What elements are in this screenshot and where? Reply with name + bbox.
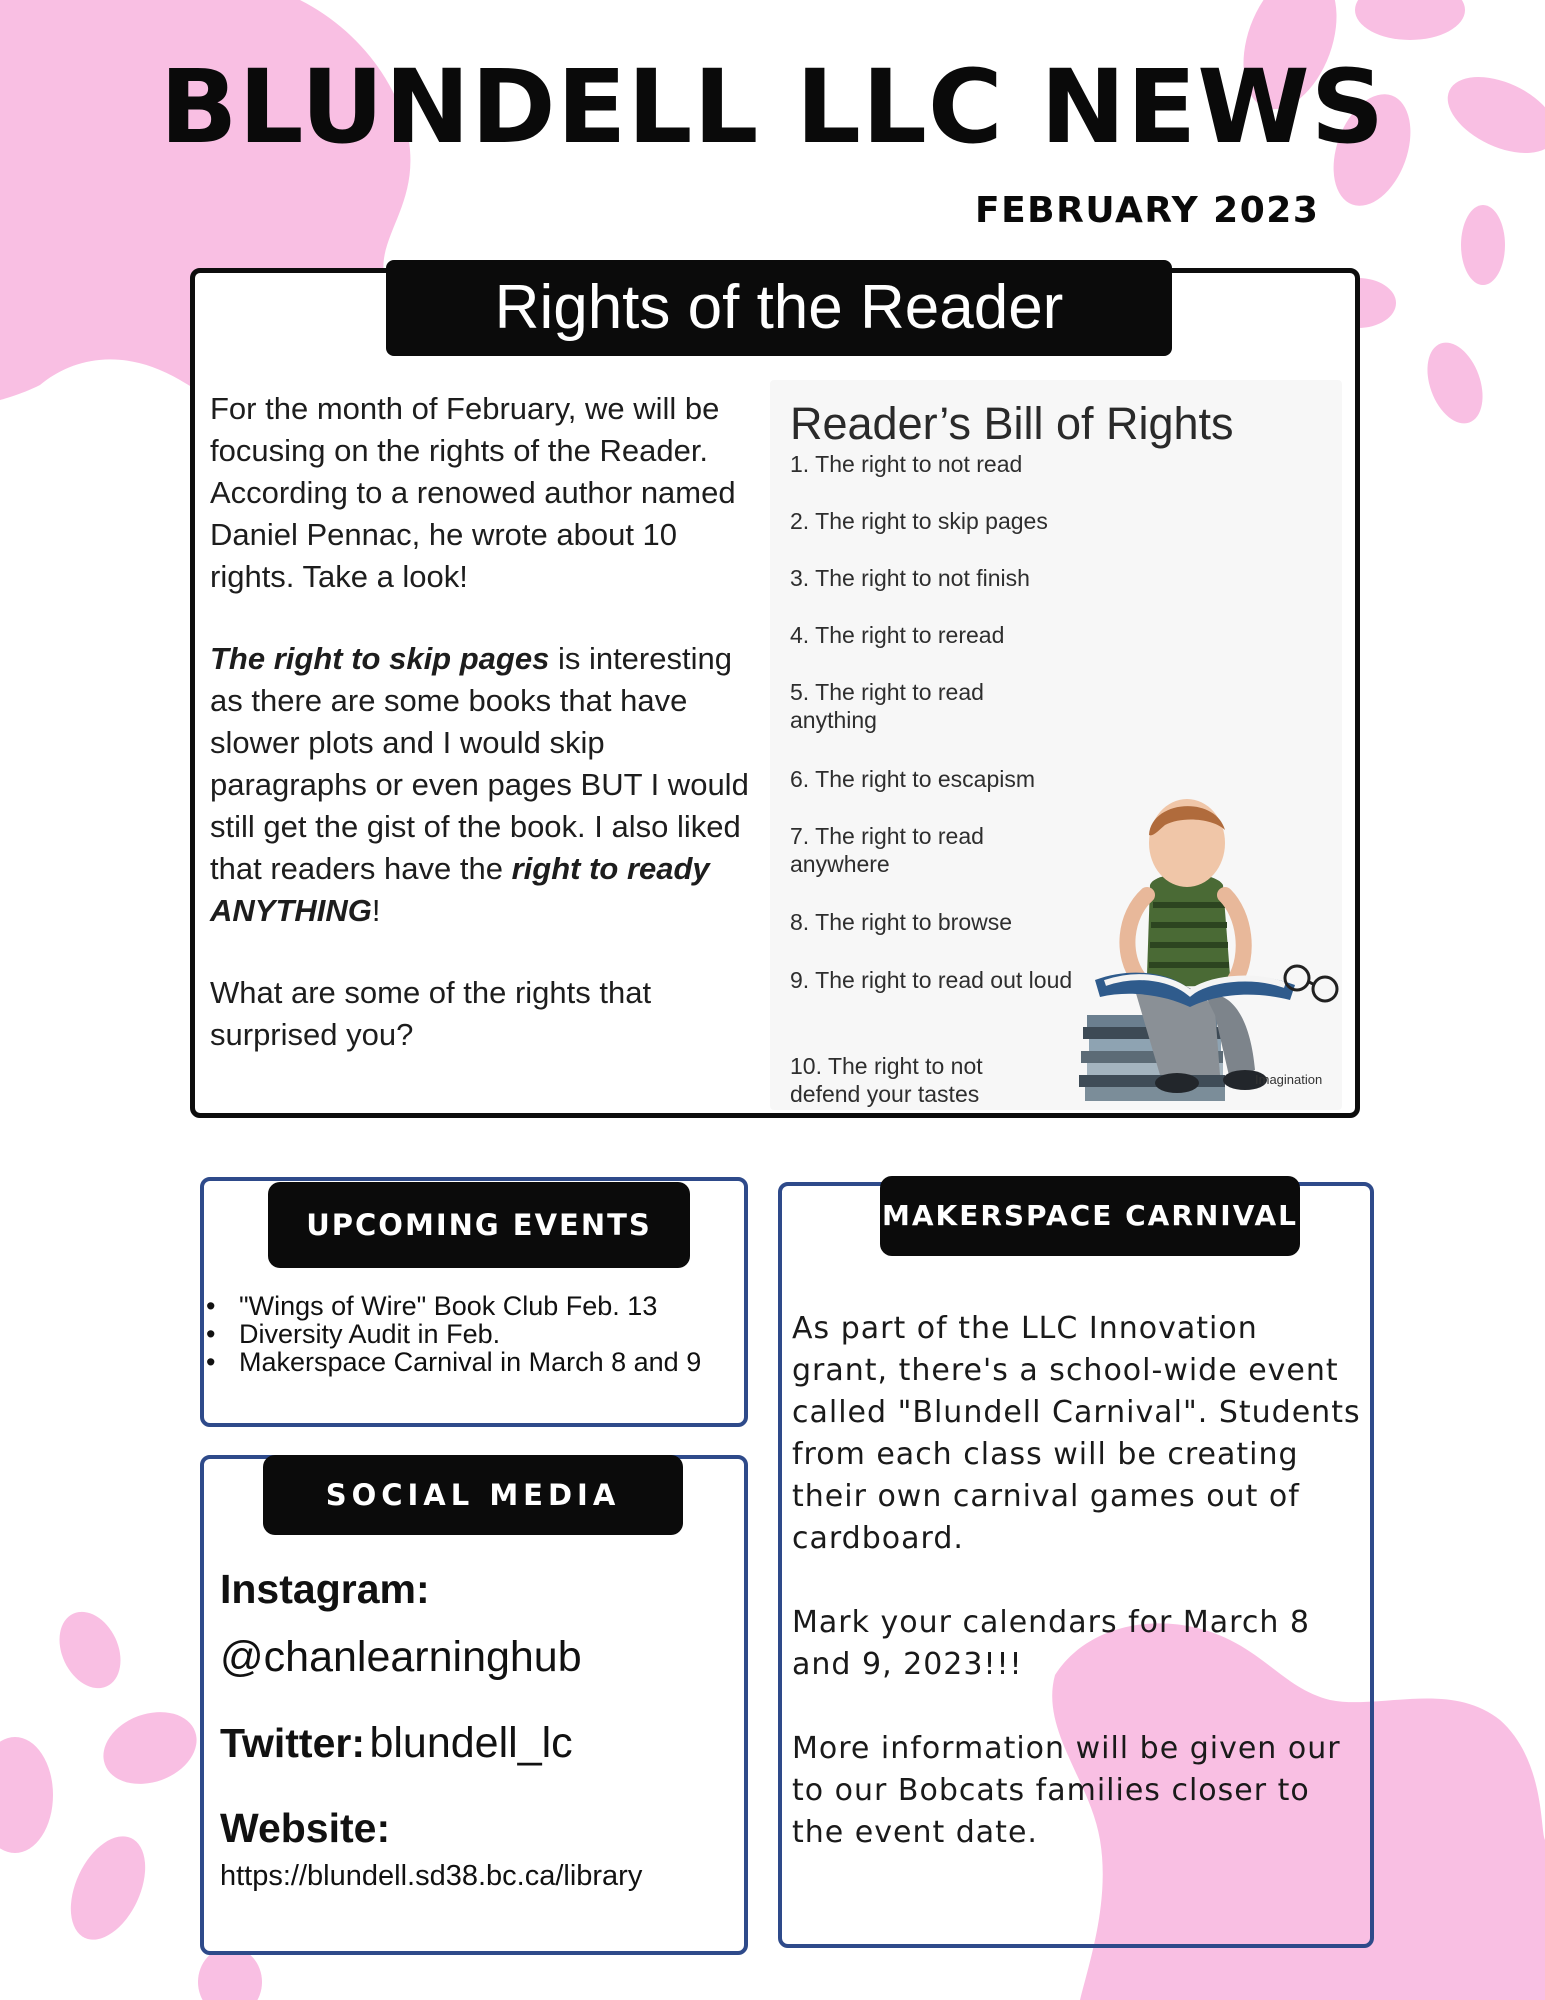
bill-of-rights-title: Reader’s Bill of Rights bbox=[790, 398, 1234, 449]
bill-item: 5. The right to read anything bbox=[790, 679, 984, 733]
bill-item: 2. The right to skip pages bbox=[790, 508, 1048, 534]
imagination-logo: Imagination bbox=[1255, 1072, 1323, 1087]
rights-section-text bbox=[210, 388, 750, 1096]
rights-intro-paragraph: For the month of February, we will be focusing on the rights of the Reader. According to a renowed author named Daniel Pennac, he wrote about 10 rights. Take a look! bbox=[210, 391, 736, 594]
upcoming-events-header: UPCOMING EVENTS bbox=[268, 1182, 690, 1268]
newsletter-title: BLUNDELL LLC NEWS bbox=[159, 48, 1386, 167]
website-link[interactable]: https://blundell.sd38.bc.ca/library bbox=[220, 1860, 643, 1892]
instagram-handle[interactable]: @chanlearninghub bbox=[220, 1633, 582, 1681]
bill-item: 6. The right to escapism bbox=[790, 766, 1036, 792]
instagram-label: Instagram: bbox=[220, 1566, 430, 1612]
event-item: • "Wings of Wire" Book Club Feb. 13 bbox=[206, 1292, 746, 1320]
rights-question-paragraph: What are some of the rights that surprised you? bbox=[210, 975, 652, 1052]
upcoming-events-list bbox=[206, 1292, 746, 1376]
bill-item: 3. The right to not finish bbox=[790, 565, 1030, 591]
bill-item: 7. The right to read anywhere bbox=[790, 823, 984, 877]
rights-section-header: Rights of the Reader bbox=[386, 260, 1172, 356]
social-media-header: SOCIAL MEDIA bbox=[263, 1455, 683, 1535]
carnival-info-paragraph: More information will be given our to our Bobcats families closer to the event date. bbox=[792, 1731, 1341, 1850]
carnival-date-paragraph: Mark your calendars for March 8 and 9, 2023!!! bbox=[792, 1605, 1310, 1682]
carnival-intro-paragraph: As part of the LLC Innovation grant, there's a school-wide event called "Blundell Carnival". Students from each class will be creating their own carnival games out of cardboard. bbox=[792, 1311, 1361, 1556]
rights-anything-emphasis: right to ready ANYTHING bbox=[210, 851, 710, 928]
rights-skip-body: is interesting as there are some books that have slower plots and I would skip paragraphs or even pages BUT I would still get the gist of the book. I also liked that readers have the bbox=[210, 641, 749, 886]
child-reading-illustration bbox=[1065, 775, 1345, 1115]
event-item: • Diversity Audit in Feb. bbox=[206, 1320, 746, 1348]
rights-skip-end: ! bbox=[371, 893, 381, 928]
bill-item: 4. The right to reread bbox=[790, 622, 1005, 648]
social-media-details bbox=[220, 1560, 740, 1896]
bill-item: 10. The right to not defend your tastes bbox=[790, 1053, 983, 1107]
newsletter-date: FEBRUARY 2023 bbox=[975, 190, 1320, 231]
website-label: Website: bbox=[220, 1805, 391, 1851]
bill-item: 9. The right to read out loud bbox=[790, 967, 1073, 993]
instagram-entry bbox=[220, 1560, 740, 1696]
makerspace-carnival-header: MAKERSPACE CARNIVAL bbox=[880, 1176, 1300, 1256]
website-entry bbox=[220, 1800, 740, 1896]
twitter-label: Twitter: bbox=[220, 1720, 366, 1766]
bill-item: 1. The right to not read bbox=[790, 451, 1023, 477]
rights-skip-paragraph bbox=[210, 638, 750, 932]
makerspace-carnival-text bbox=[792, 1308, 1362, 1896]
rights-skip-emphasis: The right to skip pages bbox=[210, 641, 550, 676]
bill-item: 8. The right to browse bbox=[790, 909, 1013, 935]
event-item: • Makerspace Carnival in March 8 and 9 bbox=[206, 1348, 746, 1376]
twitter-handle[interactable]: blundell_lc bbox=[369, 1719, 573, 1767]
twitter-entry bbox=[220, 1714, 740, 1782]
